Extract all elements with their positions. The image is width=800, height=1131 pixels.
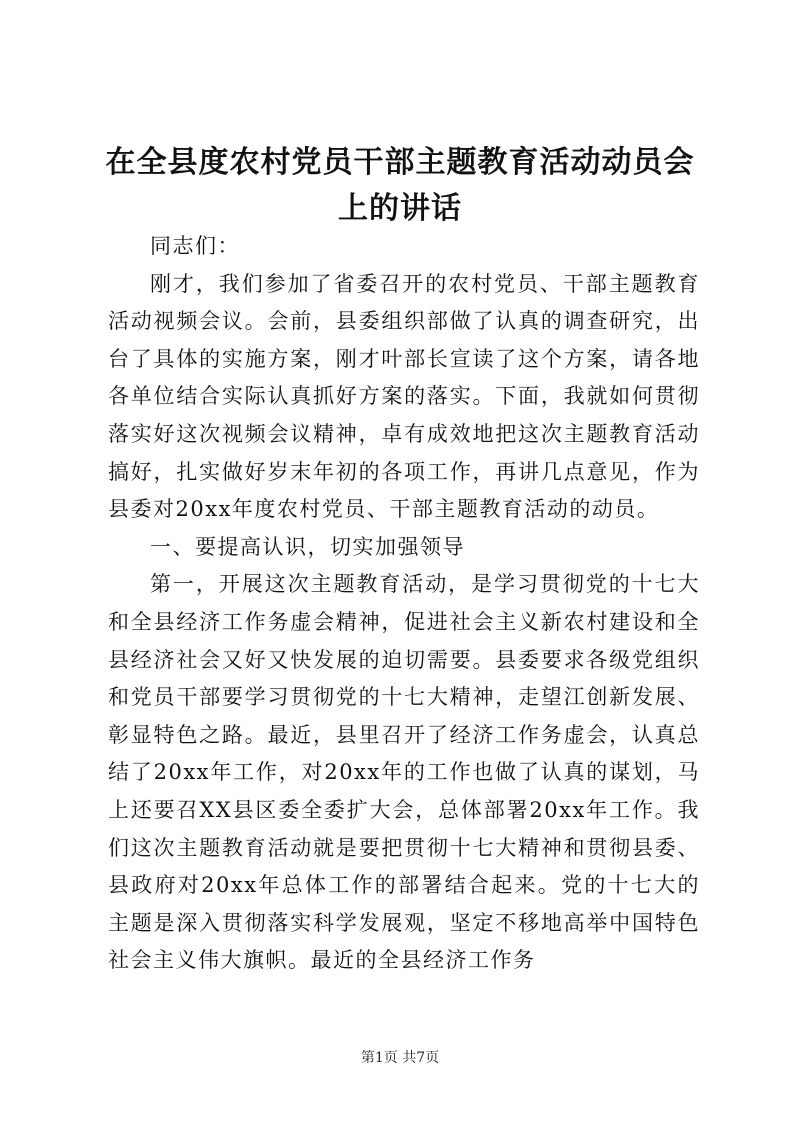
salutation-paragraph: 同志们： [150, 234, 240, 258]
intro-paragraph: 刚才，我们参加了省委召开的农村党员、干部主题教育活动视频会议。会前，县委组织部做了认真的调查研究，出台了具体的实施方案，刚才叶部长宣读了这个方案，请各地各单位结合实际认真抓好方案的落实。下面，我就如何贯彻落实好这次视频会议精神，卓有成效地把这次主题教育活动搞好，扎实做好岁末年初的各项工作，再讲几点意见，作为县委对20xx年度农村党员、干部主题教育活动的动员。 [108, 271, 700, 522]
body-paragraph: 第一，开展这次主题教育活动，是学习贯彻党的十七大和全县经济工作务虚会精神，促进社会主义新农村建设和全县经济社会又好又快发展的迫切需要。县委要求各级党组织和党员干部要学习贯彻党的十七大精神，走望江创新发展、彰显特色之路。最近，县里召开了经济工作务虚会，认真总结了20xx年工作，对20xx年的工作也做了认真的谋划，马上还要召XX县区委全委扩大会，总体部署20xx年工作。我们这次主题教育活动就是要把贯彻十七大精神和贯彻县委、县政府对20xx年总体工作的部署结合起来。党的十七大的主题是深入贯彻落实科学发展观，坚定不移地高举中国特色社会主义伟大旗帜。最近的全县经济工作务 [108, 572, 700, 973]
section-heading: 一、要提高认识，切实加强领导 [150, 534, 465, 559]
document-body [108, 228, 700, 980]
document-title: 在全县度农村党员干部主题教育活动动员会上的讲话 [105, 145, 695, 226]
page-number-footer: 第1页 共7页 [360, 1050, 440, 1066]
